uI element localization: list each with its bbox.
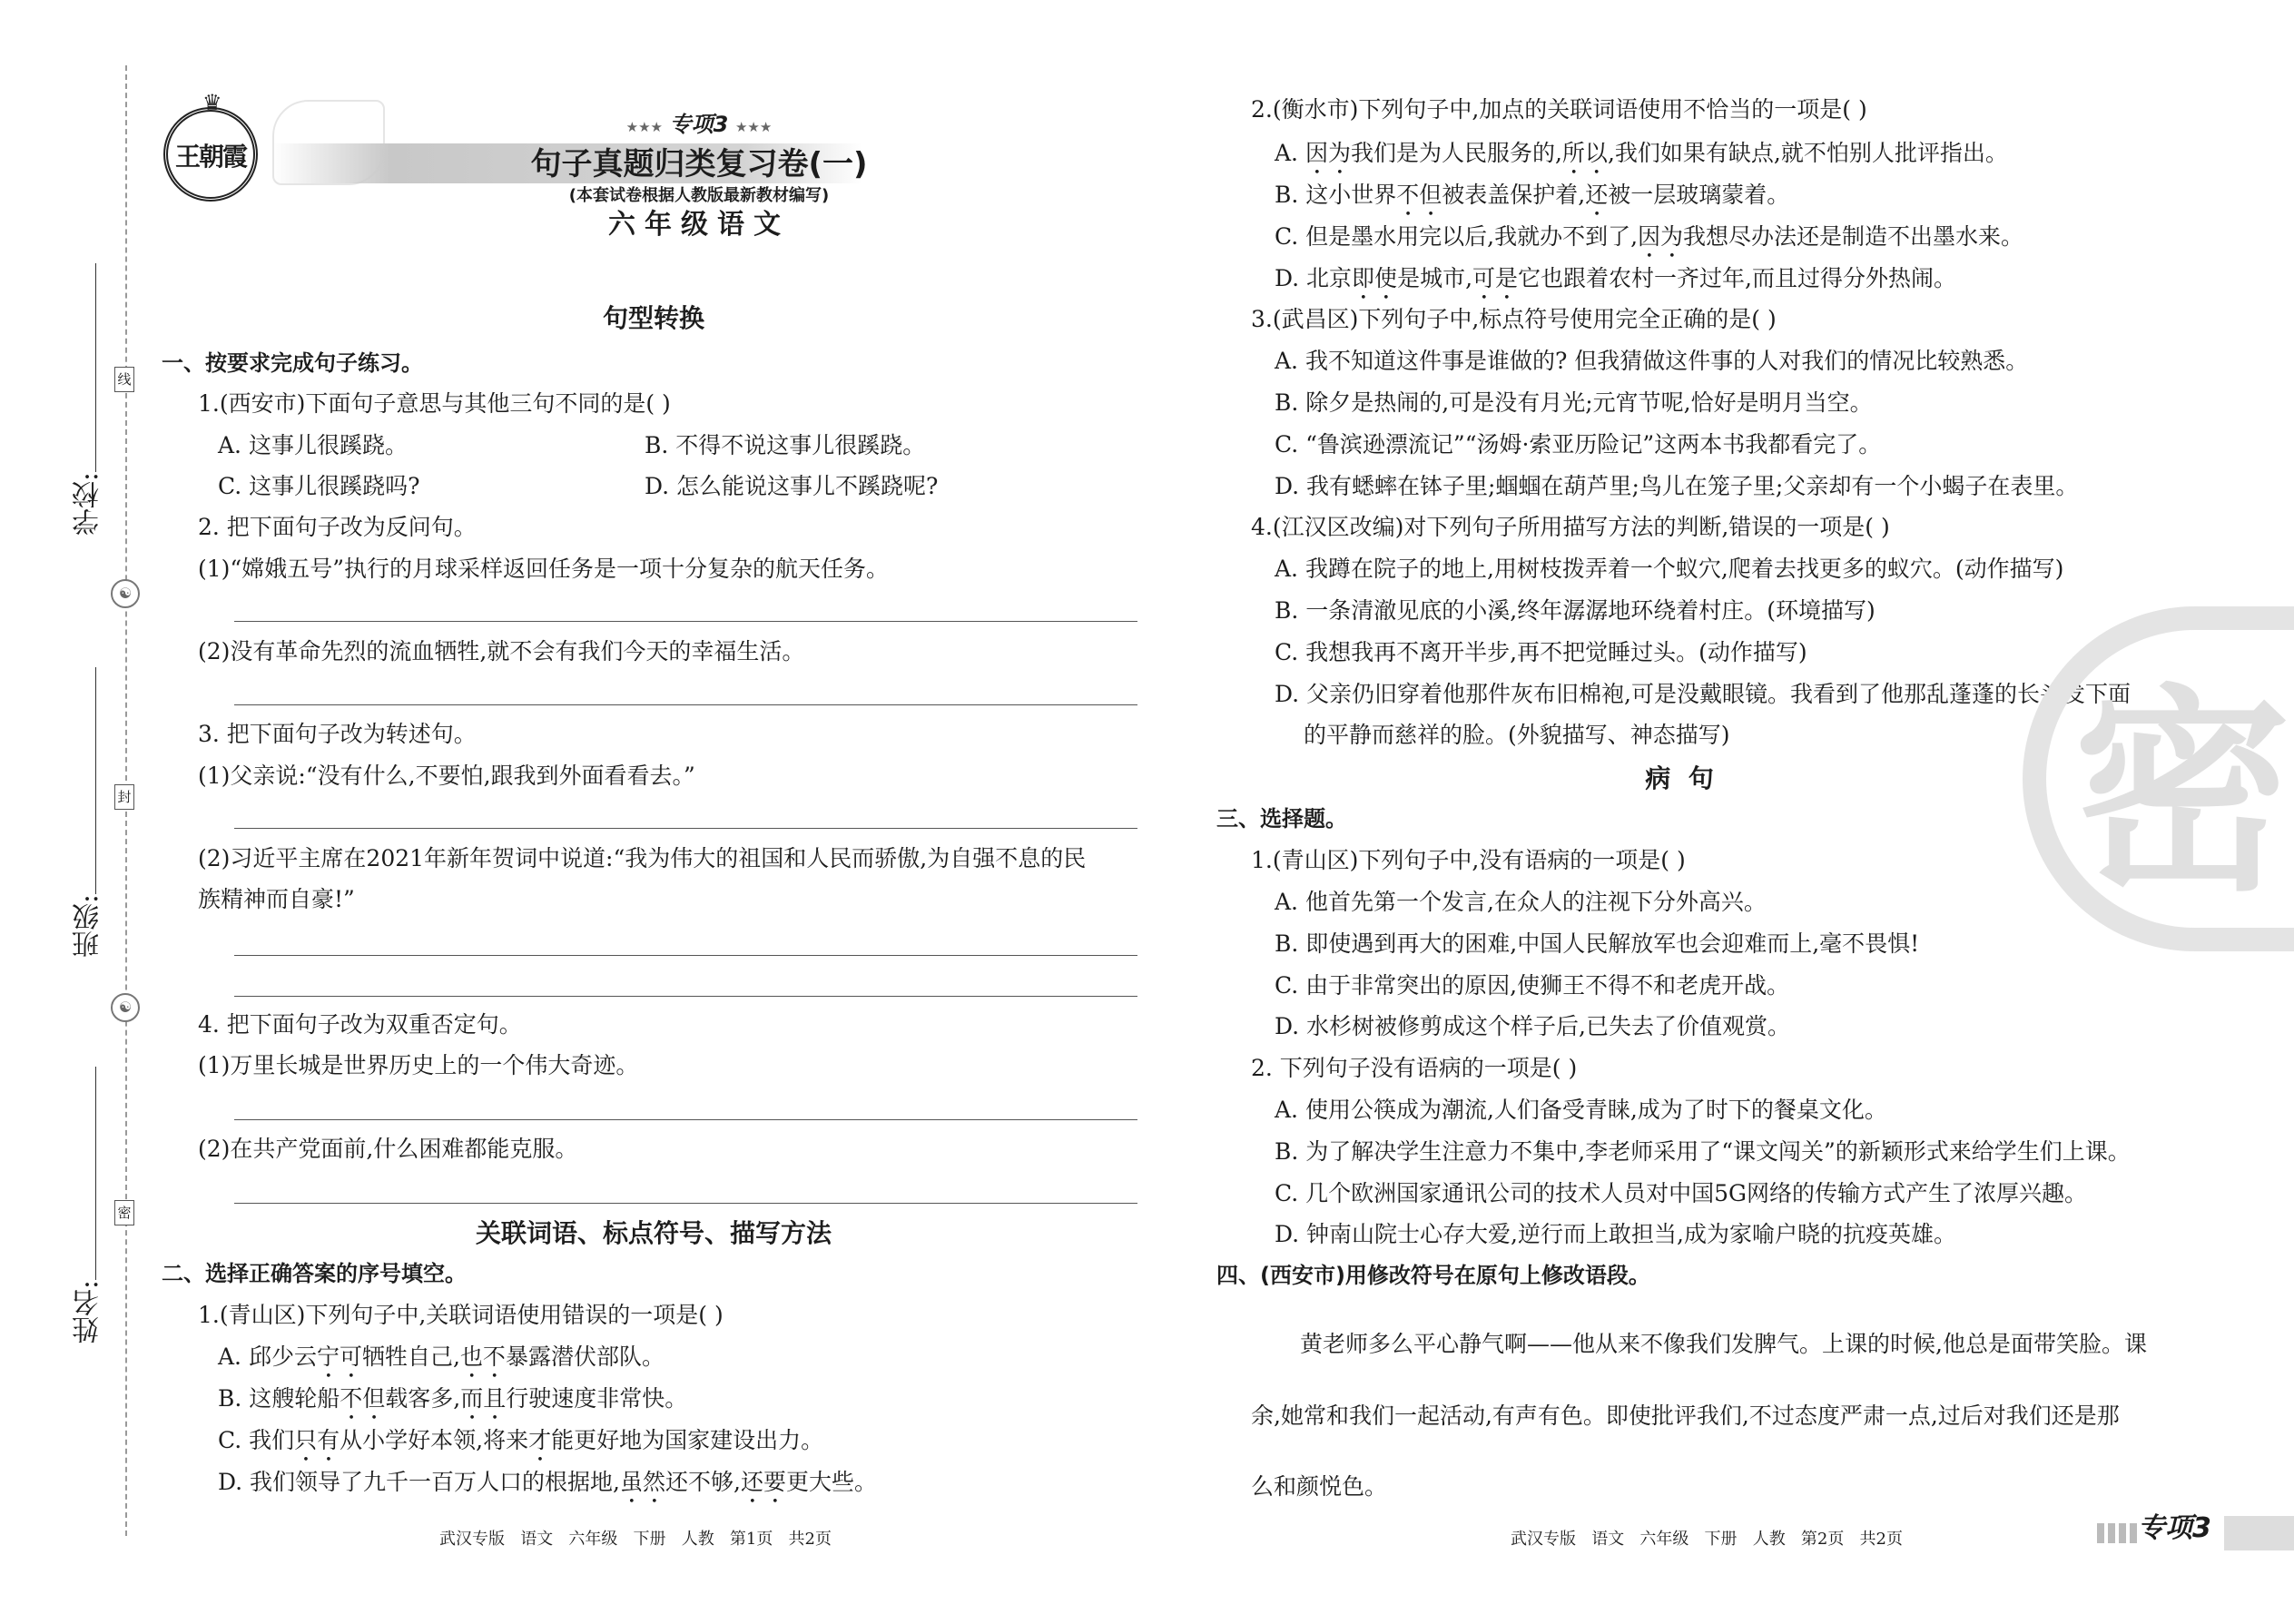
binding-seal-secret: 密 [114, 1200, 134, 1225]
option-a[interactable]: A. 他首先第一个发言,在众人的注视下分外高兴。 [1275, 889, 1767, 915]
option-d[interactable]: D. 北京即使是城市,可是它也跟着农村一齐过年,而且过得分外热闹。 [1275, 265, 1956, 291]
option-c[interactable]: C. 这事儿很蹊跷吗? [218, 473, 420, 499]
option-b[interactable]: B. 一条清澈见底的小溪,终年潺潺地环绕着村庄。(环境描写) [1275, 597, 1876, 624]
option-d[interactable]: D. 我们领导了九千一百万人口的根据地,虽然还不够,还要更大些。 [218, 1469, 877, 1495]
option-b[interactable]: B. 为了解决学生注意力不集中,李老师采用了“课文闯关”的新颖形式来给学生们上课。 [1275, 1138, 2131, 1165]
page-title: 句子真题归类复习卷(一) [530, 146, 868, 182]
option-d[interactable]: D. 钟南山院士心存大爱,逆行而上敢担当,成为家喻户晓的抗疫英雄。 [1275, 1221, 1956, 1247]
answer-line[interactable] [234, 621, 1137, 622]
class-label: 班级: [73, 894, 104, 959]
option-d-cont: 的平静而慈祥的脸。(外貌描写、神态描写) [1304, 722, 1730, 748]
logo-text: 王朝霞 [174, 142, 246, 172]
option-a[interactable]: A. 因为我们是为人民服务的,所以,我们如果有缺点,就不怕别人批评指出。 [1275, 140, 2008, 166]
name-label: 姓名: [73, 1280, 104, 1344]
corner-deco [2097, 1523, 2141, 1543]
option-d[interactable]: D. 水杉树被修剪成这个样子后,已失去了价值观赏。 [1275, 1013, 1790, 1039]
part-heading: 四、(西安市)用修改符号在原句上修改语段。 [1216, 1263, 1650, 1288]
school-field[interactable] [95, 263, 96, 472]
option-a[interactable]: A. 邱少云宁可牺牲自己,也不暴露潜伏部队。 [218, 1343, 665, 1370]
option-d[interactable]: D. 我有蟋蟀在钵子里;蝈蝈在葫芦里;鸟儿在笼子里;父亲却有一个小蝎子在表里。 [1275, 473, 2079, 499]
answer-line[interactable] [234, 955, 1137, 956]
part-heading: 三、选择题。 [1216, 806, 1347, 832]
name-field[interactable] [95, 1067, 96, 1280]
paragraph-line[interactable]: 余,她常和我们一起活动,有声有色。即使批评我们,不过态度严肃一点,过后对我们还是那 [1251, 1403, 2120, 1429]
secret-watermark [2023, 606, 2294, 951]
option-c[interactable]: C. 由于非常突出的原因,使狮王不得不和老虎开战。 [1275, 972, 1790, 999]
grade-title: 六年级语文 [608, 209, 790, 241]
corner-tag: 专项3 [2138, 1512, 2211, 1544]
option-c[interactable]: C. 但是墨水用完以后,我就办不到了,因为我想尽办法还是制造不出墨水来。 [1275, 223, 2024, 250]
binding-knot-icon: ☯ [111, 579, 140, 608]
option-b[interactable]: B. 除夕是热闹的,可是没有月光;元宵节呢,恰好是明月当空。 [1275, 389, 1873, 416]
class-field[interactable] [95, 667, 96, 894]
option-a[interactable]: A. 这事儿很蹊跷。 [218, 432, 408, 458]
school-label: 学校: [73, 472, 104, 536]
answer-line[interactable] [234, 704, 1137, 705]
section-title: 句型转换 [602, 303, 704, 333]
part-heading: 二、选择正确答案的序号填空。 [162, 1261, 467, 1286]
answer-line[interactable] [234, 1119, 1137, 1120]
question-2: 2. 把下面句子改为反问句。 [198, 514, 477, 540]
option-b[interactable]: B. 即使遇到再大的困难,中国人民解放军也会迎难而上,毫不畏惧! [1275, 930, 1920, 957]
sub-question: (1)“嫦娥五号”执行的月球采样返回任务是一项十分复杂的航天任务。 [198, 556, 889, 582]
page-footer: 武汉专版 语文 六年级 下册 人教 第1页 共2页 [439, 1530, 832, 1549]
sub-question: (1)父亲说:“没有什么,不要怕,跟我到外面看看去。” [198, 763, 695, 789]
question-2: 2. 下列句子没有语病的一项是( ) [1251, 1055, 1578, 1081]
binding-knot-icon: ☯ [111, 993, 140, 1022]
special-tag-line [563, 108, 835, 143]
option-a[interactable]: A. 我不知道这件事是谁做的? 但我猜做这件事的人对我们的情况比较熟悉。 [1275, 348, 2029, 374]
binding-seal-seal: 封 [114, 784, 134, 810]
watermark-text: 密 [2073, 666, 2292, 920]
question-1: 1.(青山区)下列句子中,关联词语使用错误的一项是( ) [198, 1302, 724, 1328]
option-c[interactable]: C. 几个欧洲国家通讯公司的技术人员对中国5G网络的传输方式产生了浓厚兴趣。 [1275, 1180, 2088, 1206]
sub-question-cont: 族精神而自豪!” [198, 886, 355, 912]
header-ribbon [272, 100, 385, 185]
section-title: 病 句 [1645, 763, 1714, 793]
option-b[interactable]: B. 这小世界不但被表盖保护着,还被一层玻璃蒙着。 [1275, 182, 1790, 208]
option-a[interactable]: A. 我蹲在院子的地上,用树枝拨弄着一个蚁穴,爬着去找更多的蚁穴。(动作描写) [1275, 556, 2064, 582]
option-b[interactable]: B. 这艘轮船不但载客多,而且行驶速度非常快。 [218, 1385, 688, 1412]
question-1: 1.(青山区)下列句子中,没有语病的一项是( ) [1251, 847, 1686, 873]
option-b[interactable]: B. 不得不说这事儿很蹊跷。 [645, 432, 926, 458]
sub-question: (2)在共产党面前,什么困难都能克服。 [198, 1136, 578, 1162]
paragraph-line[interactable]: 黄老师多么平心静气啊——他从来不像我们发脾气。上课的时候,他总是面带笑脸。课 [1300, 1331, 2147, 1357]
section-title: 关联词语、标点符号、描写方法 [475, 1218, 832, 1248]
paragraph-line[interactable]: 么和颜悦色。 [1251, 1473, 1388, 1500]
sub-question: (2)习近平主席在2021年新年贺词中说道:“我为伟大的祖国和人民而骄傲,为自强不息的民 [198, 845, 1087, 871]
special-tag: 专项3 [669, 112, 729, 137]
option-d[interactable]: D. 父亲仍旧穿着他那件灰布旧棉袍,可是没戴眼镜。我看到了他那乱蓬蓬的长头发下面 [1275, 681, 2131, 707]
option-c[interactable]: C. “鲁滨逊漂流记”“汤姆·索亚历险记”这两本书我都看完了。 [1275, 431, 1882, 458]
option-c[interactable]: C. 我们只有从小学好本领,将来才能更好地为国家建设出力。 [218, 1427, 824, 1453]
page-subtitle: (本套试卷根据人教版最新教材编写) [568, 186, 830, 205]
option-c[interactable]: C. 我想我再不离开半步,再不把觉睡过头。(动作描写) [1275, 639, 1807, 665]
question-4: 4. 把下面句子改为双重否定句。 [198, 1011, 522, 1038]
answer-line[interactable] [234, 828, 1137, 829]
corner-bar [2224, 1516, 2294, 1550]
crown-icon: ♛ [202, 90, 222, 115]
answer-line[interactable] [234, 996, 1137, 997]
binding-seal-line: 线 [114, 367, 134, 392]
logo-emblem [163, 90, 258, 202]
option-a[interactable]: A. 使用公筷成为潮流,人们备受青睐,成为了时下的餐桌文化。 [1275, 1097, 1887, 1123]
sub-question: (2)没有革命先烈的流血牺牲,就不会有我们今天的幸福生活。 [198, 638, 805, 664]
stars-left-icon: ★★★ [625, 119, 663, 135]
question-3: 3.(武昌区)下列句子中,标点符号使用完全正确的是( ) [1251, 306, 1777, 332]
question-4: 4.(江汉区改编)对下列句子所用描写方法的判断,错误的一项是( ) [1251, 514, 1890, 540]
question-1: 1.(西安市)下面句子意思与其他三句不同的是( ) [198, 390, 671, 417]
part-heading: 一、按要求完成句子练习。 [162, 350, 423, 376]
sub-question: (1)万里长城是世界历史上的一个伟大奇迹。 [198, 1052, 639, 1078]
question-3: 3. 把下面句子改为转述句。 [198, 721, 477, 747]
answer-line[interactable] [234, 1203, 1137, 1204]
page-footer: 武汉专版 语文 六年级 下册 人教 第2页 共2页 [1511, 1530, 1903, 1549]
stars-right-icon: ★★★ [734, 119, 773, 135]
option-d[interactable]: D. 怎么能说这事儿不蹊跷呢? [645, 473, 939, 499]
question-2: 2.(衡水市)下列句子中,加点的关联词语使用不恰当的一项是( ) [1251, 96, 1867, 123]
